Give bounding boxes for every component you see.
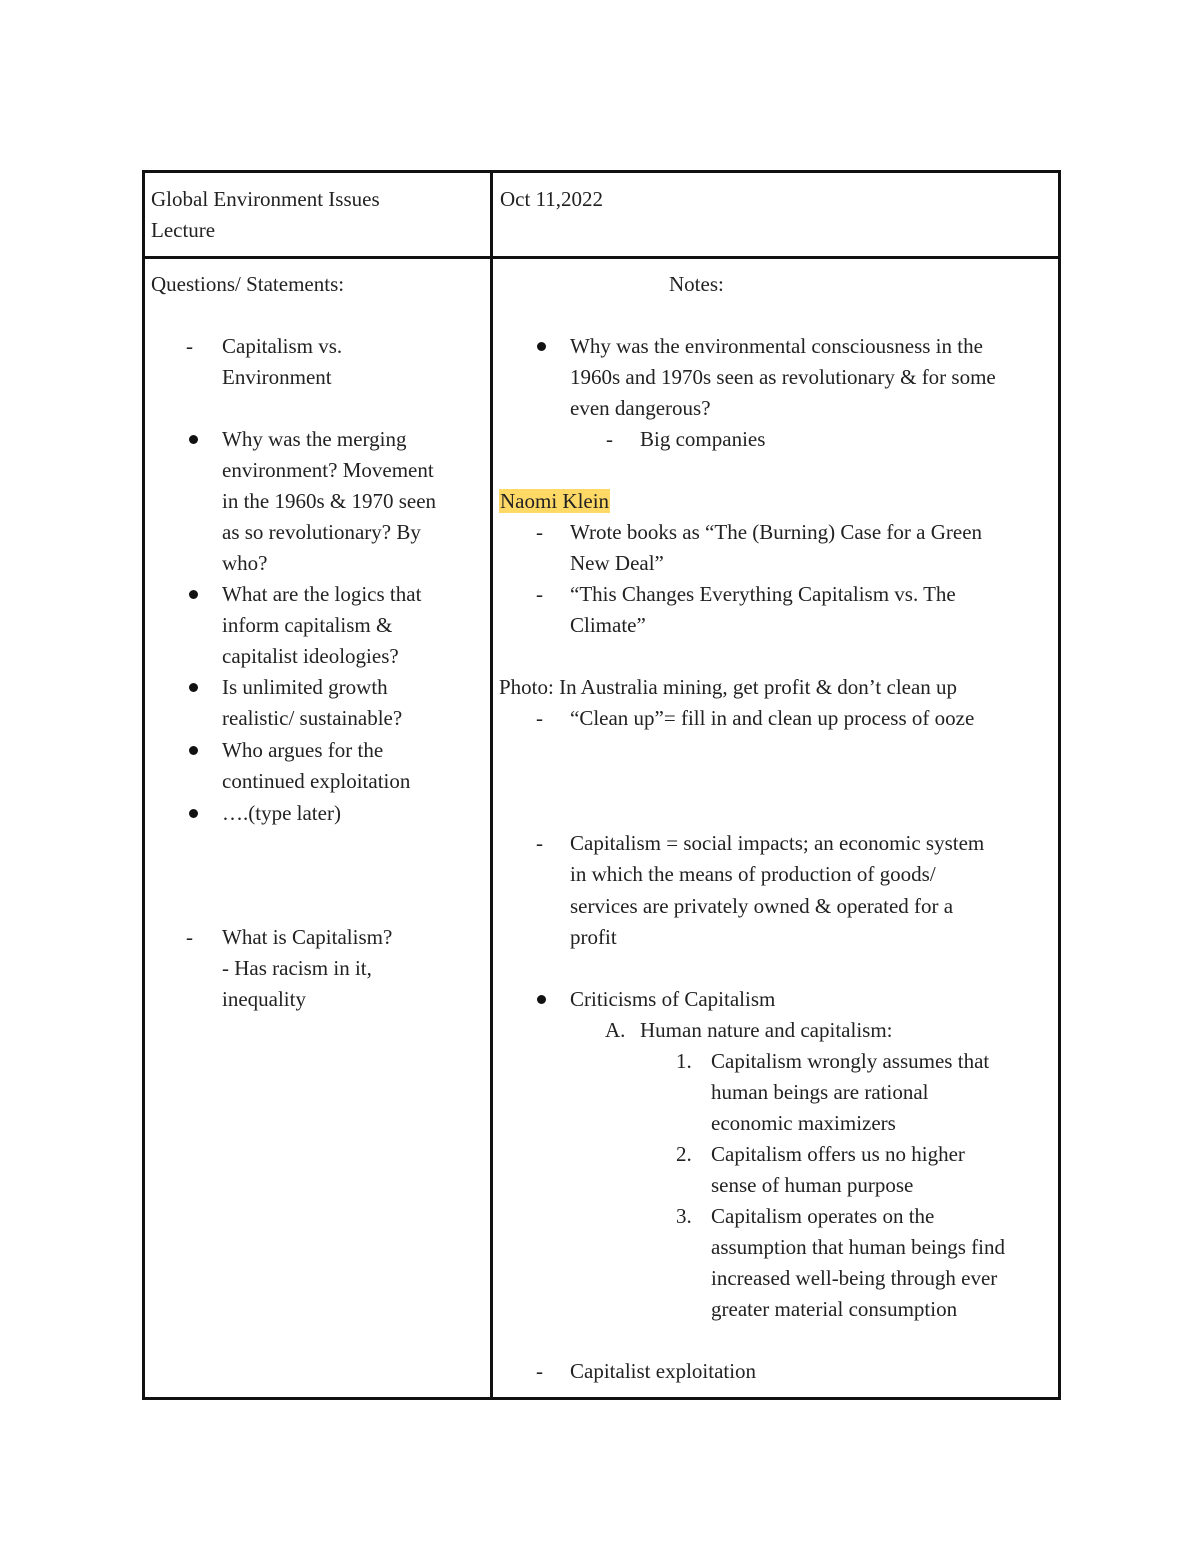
dash-marker: - [536,520,543,544]
bullet-icon [189,746,198,755]
list-item: Why was the merging [222,427,407,451]
note-line: economic maximizers [711,1111,896,1135]
note-line: Capitalism = social impacts; an economic system [570,831,985,855]
note-line: “This Changes Everything Capitalism vs. The [570,582,956,606]
note-line: Criticisms of Capitalism [570,987,776,1011]
list-item: Environment [222,365,332,389]
dash-marker: - [536,831,543,855]
course-title: Global Environment Issues [151,187,380,211]
list-item: continued exploitation [222,769,411,793]
column-divider [490,173,493,1397]
note-line: New Deal” [570,551,664,575]
note-line: Big companies [640,427,766,451]
list-item: realistic/ sustainable? [222,706,403,730]
list-item: inequality [222,987,306,1011]
list-item: who? [222,551,268,575]
photo-note: Photo: In Australia mining, get profit & don’t clean up [499,675,958,699]
note-line: Wrote books as “The (Burning) Case for a Green [570,520,983,544]
name-text: Naomi Klein [500,489,610,513]
list-item: Who argues for the [222,738,384,762]
dash-marker: - [606,427,613,451]
dash-marker: - [186,334,193,358]
note-line: greater material consumption [711,1297,958,1321]
dash-marker: - [186,925,193,949]
note-line: Capitalism offers us no higher [711,1142,965,1166]
list-item: inform capitalism & [222,613,393,637]
bullet-icon [189,683,198,692]
note-line: increased well-being through ever [711,1266,998,1290]
list-marker: 2. [676,1142,692,1166]
note-line: services are privately owned & operated for a [570,894,954,918]
header-divider [145,256,1058,259]
list-item: - Has racism in it, [222,956,372,980]
bullet-icon [537,995,546,1004]
highlighted-name [499,486,610,517]
note-line: even dangerous? [570,396,711,420]
dash-marker: - [536,706,543,730]
dash-marker: - [536,582,543,606]
dash-marker: - [536,1359,543,1383]
list-item: Is unlimited growth [222,675,388,699]
note-line: Human nature and capitalism: [640,1018,893,1042]
note-line: Capitalism wrongly assumes that [711,1049,990,1073]
note-line: assumption that human beings find [711,1235,1005,1259]
list-item: Capitalism vs. [222,334,343,358]
bullet-icon [189,590,198,599]
note-line: “Clean up”= fill in and clean up process of ooze [570,706,975,730]
list-item: What are the logics that [222,582,422,606]
note-line: human beings are rational [711,1080,929,1104]
list-marker: 1. [676,1049,692,1073]
list-item: What is Capitalism? [222,925,393,949]
notes-heading: Notes: [669,272,724,296]
lecture-date: Oct 11,2022 [500,187,604,211]
bullet-icon [537,342,546,351]
list-item: environment? Movement [222,458,434,482]
note-line: in which the means of production of goods/ [570,862,936,886]
note-line: profit [570,925,617,949]
list-item: ….(type later) [222,801,341,825]
note-line: Why was the environmental consciousness in the [570,334,983,358]
bullet-icon [189,435,198,444]
questions-heading: Questions/ Statements: [151,272,345,296]
list-item: in the 1960s & 1970 seen [222,489,437,513]
note-line: Capitalist exploitation [570,1359,757,1383]
note-line: 1960s and 1970s seen as revolutionary & for some [570,365,996,389]
list-marker: 3. [676,1204,692,1228]
list-item: as so revolutionary? By [222,520,421,544]
list-item: capitalist ideologies? [222,644,399,668]
list-marker: A. [605,1018,626,1042]
note-line: Climate” [570,613,646,637]
course-title-line2: Lecture [151,218,216,242]
bullet-icon [189,809,198,818]
note-line: sense of human purpose [711,1173,914,1197]
note-line: Capitalism operates on the [711,1204,935,1228]
